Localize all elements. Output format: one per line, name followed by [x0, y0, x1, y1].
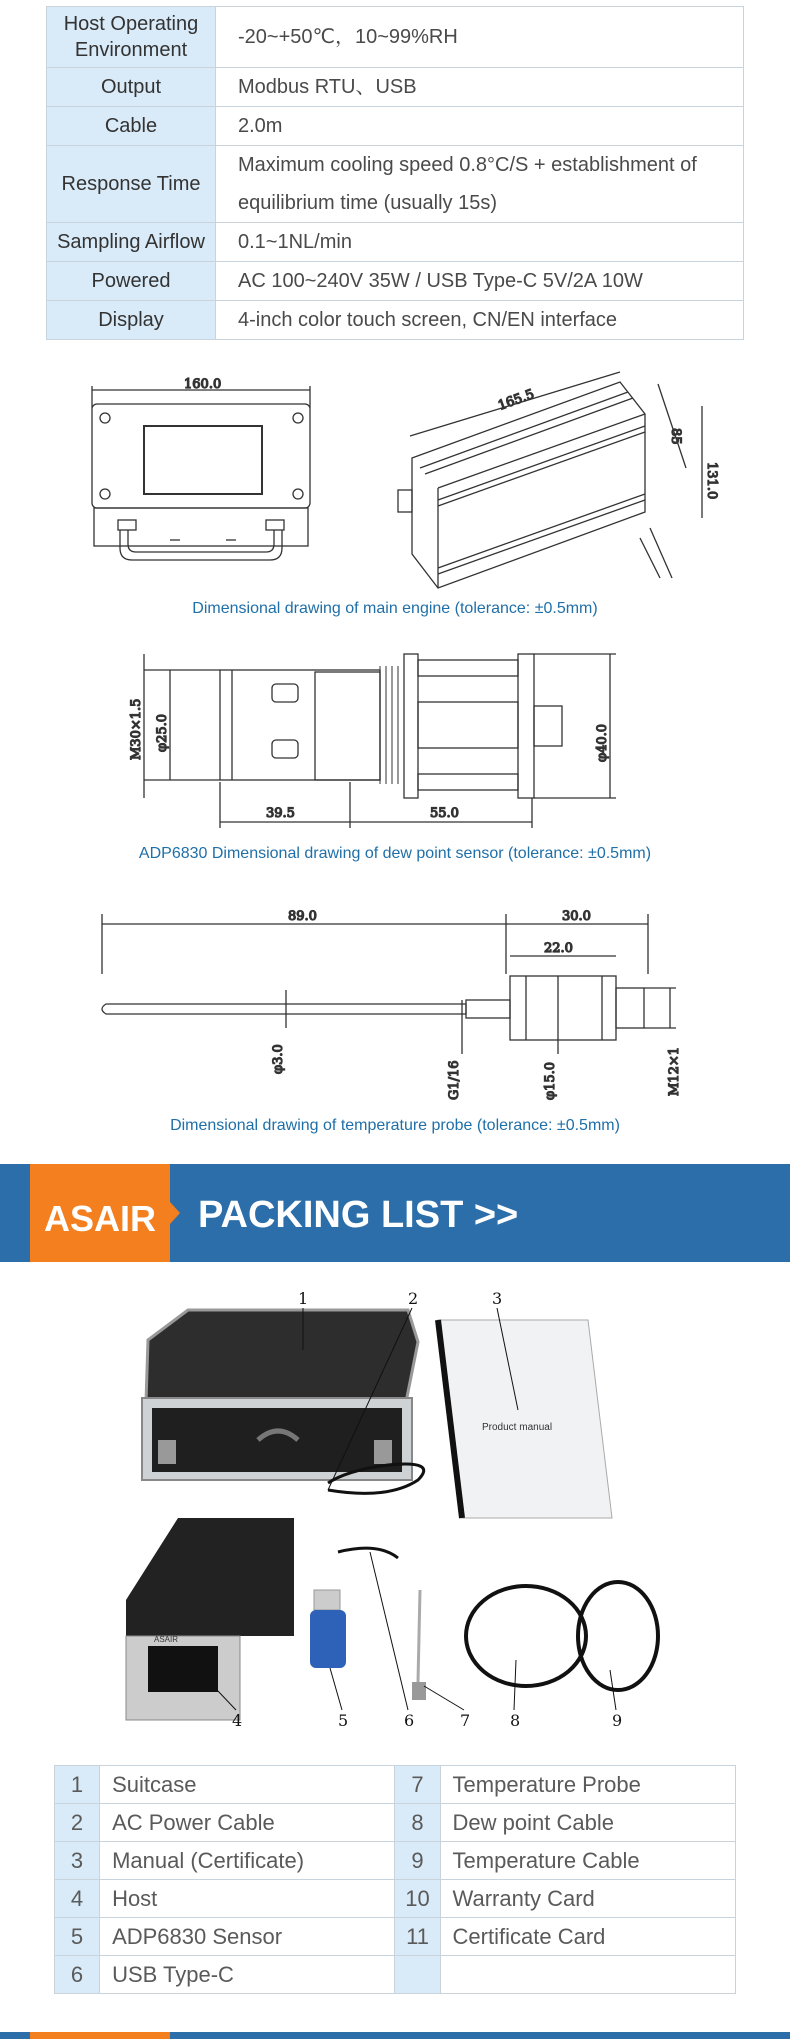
spec-row	[47, 107, 744, 146]
table-row	[55, 1804, 736, 1842]
item-number: 3	[55, 1842, 100, 1880]
caption-main-engine: Dimensional drawing of main engine (tolerance: ±0.5mm)	[192, 600, 598, 617]
dim-dia-body: φ15.0	[543, 1061, 558, 1100]
spec-key: Host Operating Environment	[47, 7, 216, 68]
packing-photo	[118, 1290, 698, 1745]
footer-accent	[30, 2032, 170, 2039]
table-row	[55, 1918, 736, 1956]
item-name: Warranty Card	[440, 1880, 735, 1918]
logo-arrow-icon	[170, 1202, 180, 1224]
manual-image	[438, 1320, 612, 1518]
sensor-image	[310, 1590, 346, 1668]
brand-name: ASAIR	[44, 1198, 157, 1239]
spec-value: AC 100~240V 35W / USB Type-C 5V/2A 10W	[216, 262, 744, 301]
main-engine-drawing	[80, 378, 720, 578]
dim-thread-probe: G1/16	[447, 1060, 462, 1100]
dim-len-body: 22.0	[544, 941, 573, 956]
item-number: 2	[55, 1804, 100, 1842]
spec-row	[47, 223, 744, 262]
callout-2: 2	[408, 1289, 419, 1308]
callout-6: 6	[404, 1711, 415, 1730]
dim-len-right: 55.0	[430, 806, 459, 821]
spec-row	[47, 301, 744, 340]
host-brand-label: ASAIR	[154, 1635, 179, 1644]
table-row	[55, 1956, 736, 1994]
dim-side-length: 165.5	[496, 386, 537, 414]
item-number: 10	[395, 1880, 440, 1918]
dim-len-left: 39.5	[266, 806, 295, 821]
spec-key: Cable	[47, 107, 216, 146]
packing-list-table	[54, 1765, 736, 1994]
item-number: 1	[55, 1766, 100, 1804]
suitcase-image	[142, 1310, 418, 1480]
packing-list-banner	[0, 1164, 790, 1262]
item-number	[395, 1956, 440, 1994]
spec-value: -20~+50℃，10~99%RH	[216, 7, 744, 68]
item-name: Dew point Cable	[440, 1804, 735, 1842]
item-name: AC Power Cable	[100, 1804, 395, 1842]
spec-value: Maximum cooling speed 0.8°C/S + establishment of equilibrium time (usually 15s)	[216, 146, 744, 223]
callout-1: 1	[298, 1289, 309, 1308]
dim-front-width: 160.0	[184, 377, 222, 392]
item-name: ADP6830 Sensor	[100, 1918, 395, 1956]
dim-dia-left: φ25.0	[155, 713, 170, 752]
brand-logo	[30, 1164, 170, 1262]
item-name: Host	[100, 1880, 395, 1918]
item-name: Manual (Certificate)	[100, 1842, 395, 1880]
table-row	[55, 1880, 736, 1918]
spec-key: Response Time	[47, 146, 216, 223]
callout-3: 3	[492, 1289, 503, 1308]
callout-7: 7	[460, 1711, 471, 1730]
dim-dia-probe: φ3.0	[271, 1044, 286, 1074]
spec-table	[46, 6, 744, 340]
dim-side-height: 131.0	[704, 462, 719, 500]
spec-row	[47, 146, 744, 223]
spec-row	[47, 68, 744, 107]
item-number: 4	[55, 1880, 100, 1918]
item-name: USB Type-C	[100, 1956, 395, 1994]
dim-dia-right: φ40.0	[595, 723, 610, 762]
item-name: Certificate Card	[440, 1918, 735, 1956]
spec-key: Powered	[47, 262, 216, 301]
callout-4: 4	[232, 1711, 243, 1730]
dim-len-main: 89.0	[288, 909, 317, 924]
manual-label: Product manual	[482, 1422, 553, 1433]
spec-key: Display	[47, 301, 216, 340]
callout-8: 8	[510, 1711, 521, 1730]
dew-point-drawing	[129, 642, 640, 842]
dim-connector: M12×1	[667, 1046, 682, 1096]
item-number: 6	[55, 1956, 100, 1994]
item-name: Temperature Cable	[440, 1842, 735, 1880]
spec-key: Sampling Airflow	[47, 223, 216, 262]
item-name: Suitcase	[100, 1766, 395, 1804]
table-row	[55, 1842, 736, 1880]
dim-side-depth: 85	[668, 428, 683, 445]
spec-row	[47, 7, 744, 68]
footer-bar	[0, 2032, 790, 2039]
item-number: 8	[395, 1804, 440, 1842]
item-name: Temperature Probe	[440, 1766, 735, 1804]
caption-temp-probe: Dimensional drawing of temperature probe (tolerance: ±0.5mm)	[170, 1117, 620, 1134]
item-number: 11	[395, 1918, 440, 1956]
spec-value: 4-inch color touch screen, CN/EN interface	[216, 301, 744, 340]
spec-value: 2.0m	[216, 107, 744, 146]
item-number: 5	[55, 1918, 100, 1956]
spec-value: Modbus RTU、USB	[216, 68, 744, 107]
callout-9: 9	[612, 1711, 623, 1730]
banner-title: PACKING LIST >>	[198, 1194, 519, 1236]
temp-probe-drawing	[96, 904, 696, 1104]
spec-value: 0.1~1NL/min	[216, 223, 744, 262]
dim-len-head: 30.0	[562, 909, 591, 924]
caption-dew-point: ADP6830 Dimensional drawing of dew point sensor (tolerance: ±0.5mm)	[138, 845, 652, 862]
table-row	[55, 1766, 736, 1804]
callout-5: 5	[338, 1711, 349, 1730]
item-number: 7	[395, 1766, 440, 1804]
dim-thread: M30×1.5	[129, 698, 144, 760]
item-name	[440, 1956, 735, 1994]
item-number: 9	[395, 1842, 440, 1880]
spec-key: Output	[47, 68, 216, 107]
spec-row	[47, 262, 744, 301]
host-image	[126, 1518, 294, 1720]
